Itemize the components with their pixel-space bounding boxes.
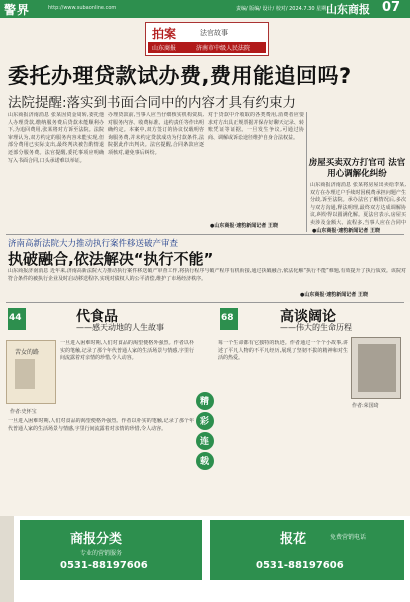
logo-band [148,42,266,53]
column-left-subtitle: ——感天动地的人生故事 [76,323,164,332]
serial-badge-1 [196,392,214,410]
column-left-number-badge [8,308,26,330]
book-figure [358,344,396,392]
article1-byline: ●山东商报·速豹新闻记者 王晓 [210,223,279,229]
column-right-subtitle: ——伟大的生命历程 [280,323,352,332]
serial-badge-char: 载 [200,457,210,467]
column-right-title: 高谈阔论 [280,309,336,325]
margin-bar [0,516,14,602]
logo-title: 拍案 [152,27,177,41]
article1-subhead: 法院提醒:落实到书面合同中的内容才具有约束力 [8,95,297,111]
section-divider-1 [6,234,404,235]
ad-classified-title: 商报分类 [70,532,123,547]
column-right-number-badge [220,308,238,330]
section-name: 警界 [4,3,31,17]
ad-classified-sub: 专业的营销服务 [80,550,123,557]
ad-classified[interactable] [20,520,202,580]
column-logo [145,22,269,56]
ad-baohua-phone: 0531-88197606 [256,560,344,571]
article2-byline: ●山东商报·速豹新闻记者 王晓 [300,292,369,298]
article2-headline: 执破融合,依法解决“执行不能” [8,250,214,268]
article2-kicker: 济南高新法院大力推动执行案件移送破产审查 [8,239,179,249]
serial-badge-char: 连 [200,437,210,447]
ad-baohua-sub: 免费营销电话 [330,534,367,541]
issue-meta: 责编/ 版编/ 设计/ 校对/ 2024.7.30 星期二 [236,6,332,12]
site-url[interactable]: http://www.subaonline.com [48,5,117,11]
column-left-body-top: 一旦进入困难时期,人们对食品的渴望便格外强烈。作者以朴实的笔触,记录了那个年代普通人家的生活场景与情感,字里行间流露着对亲情的珍惜,令人动容。 [60,340,194,362]
serial-badge-4 [196,452,214,470]
book-cover-right [351,337,401,399]
ad-baohua-title: 报花 [280,532,307,547]
serial-badge-3 [196,432,214,450]
article1-headline: 委托办理贷款试办费,费用能追回吗? [8,64,352,88]
column-right-number: 68 [221,313,234,323]
book-figure [15,359,35,389]
page-number: 07 [382,0,401,15]
column-left-body: 一旦进入困难时期,人们对食品的渴望便格外强烈。作者以朴实的笔触,记录了那个年代普通人家的生活场景与情感,字里行间流露着对亲情的珍惜,令人动容。 [8,418,194,432]
sidebar-title: 房屋买卖双方打官司 法官用心调解化纠纷 [308,158,406,179]
sidebar-byline: ●山东商报·速豹新闻记者 王晓 [312,228,381,234]
section-divider-2 [6,302,404,303]
article1-body-left: 山东商报济南消息 张某因资金周转,委托他人办理贷款,缴纳服务费后贷款未能顺利办下,为追回费用,张某将对方诉至法院。法院审理认为,双方约定的服务内容未能实现,但部分费用已实际支出,最终判决被告酌情退还部分服务费。法官提醒,委托事项应明确写入书面合同,口头承诺难以举证。 [8,112,104,164]
book-title: 苦女的路 [15,349,40,356]
serial-badge [196,392,214,470]
logo-band-left: 山东商报 [152,45,177,52]
ad-classified-phone: 0531-88197606 [60,560,148,571]
serial-badge-char: 彩 [200,417,210,427]
logo-subtitle: 法官故事 [200,29,228,37]
logo-band-right: 济南市中级人民法院 [196,45,251,52]
article1-body-right: 对于贷款中介收取的各类费用,消费者应要求对方出具正规票据并保存好聊天记录、转账凭证等证据。一旦发生争议,可通过协商、调解或诉讼途径维护自身合法权益。 [208,112,304,141]
article1-body-mid: 办理贷款前,当事人应当仔细核实机构资质,对服务内容、收费标准、违约责任等作出明确约定。本案中,双方签订的协议仅载明咨询服务费,并未约定贷款成功为付款条件,法院据此作出判决。法官提醒,合同条款应逐项核对,避免事后纠纷。 [108,112,204,156]
sidebar-divider [306,112,307,232]
serial-badge-char: 精 [200,397,210,407]
masthead [0,0,410,18]
ad-baohua[interactable] [210,520,404,580]
book-cover-left [6,340,56,404]
column-right-body: 每一个生命都有它独特的轨迹。作者通过一个个小故事,讲述了平凡人物的不平凡经历,展现了坚韧不拔的精神和对生活的热爱。 [218,340,348,362]
column-left-author: 作者:史怀宝 [10,409,37,415]
sidebar-body: 山东商报济南消息 张某将房屋出卖给李某,双方在办理过户手续时因税费承担问题产生分歧,诉至法院。承办法官了解情况后,多次与双方沟通,释法明理,最终双方达成调解协议,纠纷得以圆满化解。夏法官表示,房屋买卖涉及金额大、流程多,当事人应在合同中 [310,182,406,226]
column-left-number: 44 [9,313,22,323]
column-left-title: 代食品 [76,309,118,325]
serial-badge-2 [196,412,214,430]
paper-name: 山东商报 [326,3,370,16]
column-right-author: 作者:荣国琦 [352,403,379,409]
article2-body: 山东商报济南消息 近年来,济南高新法院大力推动执行案件移送破产审查工作,将执行程序与破产程序有机衔接,通过执破融合,依法化解“执行不能”难题,有效提升了执行质效。该院对符合条件的被执行企业及时启动移送程序,实现对债权人的公平清偿,维护了市场经济秩序。 [8,268,406,282]
